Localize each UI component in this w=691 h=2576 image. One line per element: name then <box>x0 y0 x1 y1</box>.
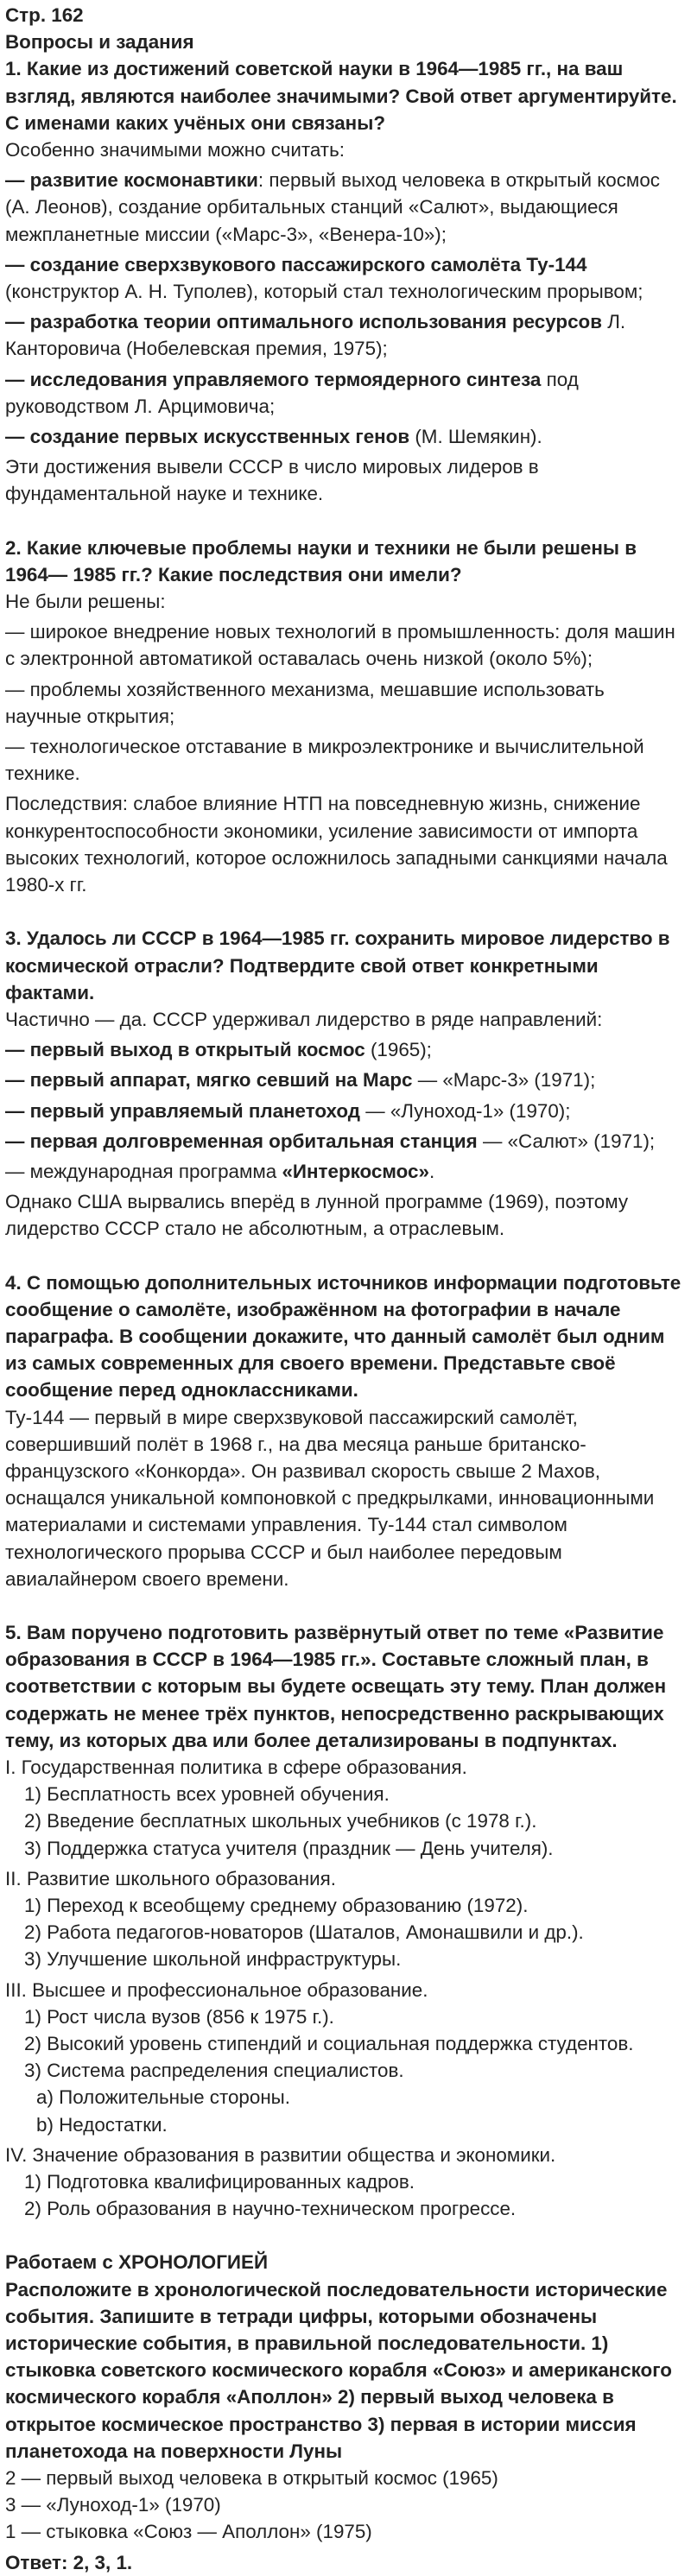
plan-subsubpoint: a) Положительные стороны. <box>36 2086 290 2109</box>
list-item: — создание первых искусственных генов (М. Шемякин). <box>5 426 542 448</box>
plan-subpoint: 3) Система распределения специалистов. <box>24 2060 404 2082</box>
chronology-answer: Ответ: 2, 3, 1. <box>5 2551 133 2573</box>
list-item: — первый выход в открытый космос (1965); <box>5 1039 432 1061</box>
plan-subpoint: 1) Рост числа вузов (856 к 1975 г.). <box>24 2005 334 2028</box>
question-5: 5. Вам поручено подготовить развёрнутый ответ по теме «Развитие образования в СССР в 1964—1985 гг.». Составьте сложный план, в соответствии с которым вы будете освещать эту тему. План должен содержать не менее трёх пунктов, непосредственно раскрывающих тему, из которых два или более детализированы в подпунктах. <box>5 1621 667 1751</box>
chronology-title: Работаем с ХРОНОЛОГИЕЙ <box>5 2251 269 2274</box>
plan-subpoint: 1) Бесплатность всех уровней обучения. <box>24 1783 390 1806</box>
chronology-line: 2 — первый выход человека в открытый космос (1965) <box>5 2467 498 2490</box>
list-item: — развитие космонавтики: первый выход человека в открытый космос (А. Леонов), создание орбитальных станций «Салют», выдающиеся межпланетные миссии («Марс-3», «Венера-10»); <box>5 169 660 245</box>
chronology-line: 3 — «Луноход-1» (1970) <box>5 2494 221 2516</box>
q1-conclusion: Эти достижения вывели СССР в число мировых лидеров в фундаментальной науке и технике. <box>5 456 539 505</box>
plan-subpoint: 1) Подготовка квалифицированных кадров. <box>24 2171 415 2193</box>
plan-point: III. Высшее и профессиональное образование. <box>5 1978 428 2001</box>
plan-subpoint: 1) Переход к всеобщему среднему образованию (1972). <box>24 1895 529 1916</box>
chronology-task: Расположите в хронологической последовательности исторические события. Запишите в тетради цифры, которыми обозначены исторические события, в правильной последовательности. 1) стыковка советского космического корабля «Союз» и американского космического корабля «Аполлон» 2) первый выход человека в открытое космическое пространство 3) первая в истории миссия планетохода на поверхности Луны <box>5 2278 672 2462</box>
plan-subpoint: 2) Высокий уровень стипендий и социальная поддержка студентов. <box>24 2033 634 2055</box>
plan-subpoint: 3) Улучшение школьной инфраструктуры. <box>24 1948 402 1971</box>
section-title: Вопросы и задания <box>5 31 194 54</box>
q4-answer: Ту-144 — первый в мире сверхзвуковой пассажирский самолёт, совершивший полёт в 1968 г., на два месяца раньше британско-французского «Конкорда». Он развивал скорость свыше 2 Махов, оснащался уникальной компоновкой с предкрылками, инновационными материалами и системами управления. Ту-144 стал символом технологического прорыва СССР и был наиболее передовым авиалайнером своего времени. <box>5 1406 655 1590</box>
list-item: — технологическое отставание в микроэлектронике и вычислительной технике. <box>5 736 644 785</box>
page-label: Стр. 162 <box>5 4 84 26</box>
question-1: 1. Какие из достижений советской науки в 1964—1985 гг., на ваш взгляд, являются наиболее значимыми? Свой ответ аргументируйте. С именами каких учёных они связаны? <box>5 58 677 134</box>
list-item: — исследования управляемого термоядерного синтеза под руководством Л. Арцимовича; <box>5 368 579 417</box>
list-item: — создание сверхзвукового пассажирского самолёта Ту-144 (конструктор А. Н. Туполев), который стал технологическим прорывом; <box>5 253 643 303</box>
plan-point: I. Государственная политика в сфере образования. <box>5 1756 467 1778</box>
plan-subsubpoint: b) Недостатки. <box>36 2113 168 2136</box>
q1-intro: Особенно значимыми можно считать: <box>5 139 345 161</box>
list-item: — первый управляемый планетоход — «Луноход-1» (1970); <box>5 1099 571 1122</box>
plan-subpoint: 2) Введение бесплатных школьных учебников (с 1978 г.). <box>24 1810 537 1832</box>
q2-intro: Не были решены: <box>5 591 166 613</box>
q2-conclusion: Последствия: слабое влияние НТП на повседневную жизнь, снижение конкурентоспособности экономики, усиление зависимости от импорта высоких технологий, которое осложнилось западными санкциями начала 1980-х гг. <box>5 793 668 896</box>
list-item: — проблемы хозяйственного механизма, мешавшие использовать научные открытия; <box>5 678 605 727</box>
plan-point: II. Развитие школьного образования. <box>5 1867 336 1889</box>
list-item: — первая долговременная орбитальная станция — «Салют» (1971); <box>5 1130 656 1152</box>
q3-intro: Частично — да. СССР удерживал лидерство в ряде направлений: <box>5 1008 603 1030</box>
list-item: — первый аппарат, мягко севший на Марс — «Марс-3» (1971); <box>5 1069 596 1092</box>
plan-subpoint: 2) Работа педагогов-новаторов (Шаталов, Амонашвили и др.). <box>24 1921 584 1944</box>
question-3: 3. Удалось ли СССР в 1964—1985 гг. сохранить мировое лидерство в космической отрасли? Подтвердите свой ответ конкретными фактами. <box>5 927 670 1003</box>
list-item: — широкое внедрение новых технологий в промышленность: доля машин с электронной автоматикой оставалась очень низкой (около 5%); <box>5 621 675 670</box>
plan-subpoint: 2) Роль образования в научно-техническом прогрессе. <box>24 2198 517 2220</box>
plan-subpoint: 3) Поддержка статуса учителя (праздник — День учителя). <box>24 1837 554 1859</box>
question-4: 4. С помощью дополнительных источников информации подготовьте сообщение о самолёте, изображённом на фотографии в начале параграфа. В сообщении докажите, что данный самолёт был одним из самых современных для своего времени. Представьте своё сообщение перед одноклассниками. <box>5 1271 681 1402</box>
list-item: — международная программа «Интеркосмос». <box>5 1160 435 1182</box>
list-item: — разработка теории оптимального использования ресурсов Л. Канторовича (Нобелевская премия, 1975); <box>5 311 626 360</box>
q3-conclusion: Однако США вырвались вперёд в лунной программе (1969), поэтому лидерство СССР стало не абсолютным, а отраслевым. <box>5 1191 629 1240</box>
chronology-line: 1 — стыковка «Союз — Аполлон» (1975) <box>5 2521 372 2543</box>
plan-point: IV. Значение образования в развитии общества и экономики. <box>5 2143 556 2166</box>
page-content <box>5 2 684 2576</box>
question-2: 2. Какие ключевые проблемы науки и техники не были решены в 1964— 1985 гг.? Какие последствия они имели? <box>5 536 637 585</box>
q1-items <box>5 167 684 450</box>
education-plan <box>5 1754 684 2222</box>
